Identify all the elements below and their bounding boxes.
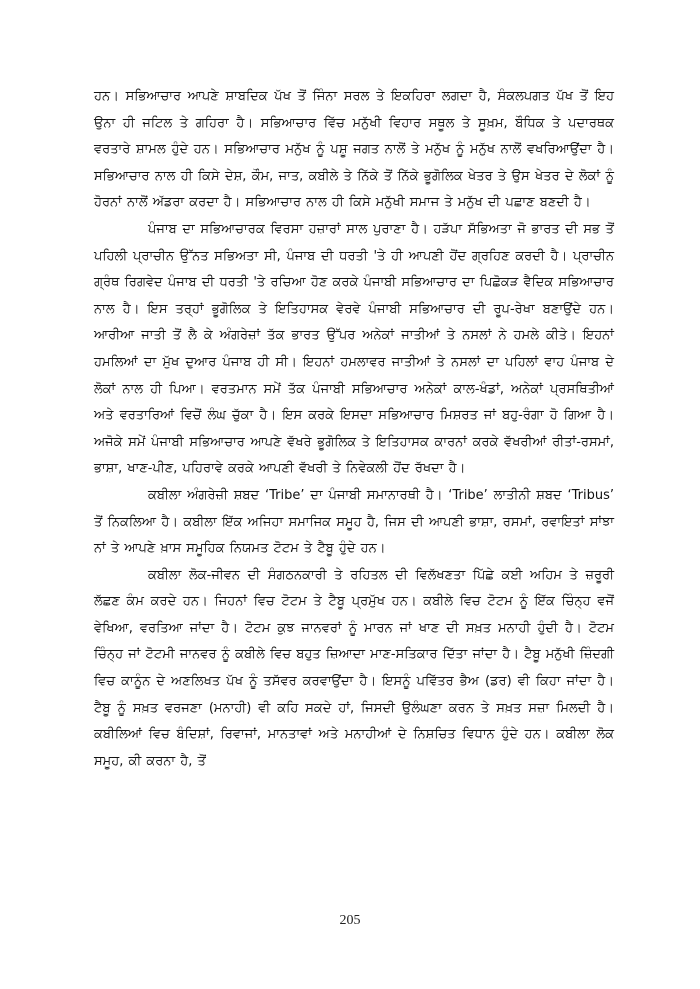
paragraph-culture-definition: ਹਨ। ਸਭਿਆਚਾਰ ਆਪਣੇ ਸ਼ਾਬਦਿਕ ਪੱਖ ਤੋਂ ਜਿੰਨਾ ਸਰਲ ਤੇ ਇਕਹਿਰਾ ਲਗਦਾ ਹੈ, ਸੰਕਲਪਗਤ ਪੱਖ ਤੋਂ ਇਹ ਉਨਾ ਹੀ ਜਟਿਲ ਤੇ ਗਹਿਰਾ ਹੈ। ਸਭਿਆਚਾਰ ਵਿੱਚ ਮਨੁੱਖੀ ਵਿਹਾਰ ਸਥੂਲ ਤੇ ਸੂਖ਼ਮ, ਬੌਧਿਕ ਤੇ ਪਦਾਰਥਕ ਵਰਤਾਰੇ ਸ਼ਾਮਲ ਹੁੰਦੇ ਹਨ। ਸਭਿਆਚਾਰ ਮਨੁੱਖ ਨੂੰ ਪਸ਼ੂ ਜਗਤ ਨਾਲੋਂ ਤੇ ਮਨੁੱਖ ਨੂੰ ਮਨੁੱਖ ਨਾਲੋਂ ਵਖਰਿਆਉਂਦਾ ਹੈ। ਸਭਿਆਚਾਰ ਨਾਲ ਹੀ ਕਿਸੇ ਦੇਸ਼, ਕੌਮ, ਜਾਤ, ਕਬੀਲੇ ਤੇ ਨਿੱਕੇ ਤੋਂ ਨਿੱਕੇ ਭੂਗੋਲਿਕ ਖੇਤਰ ਤੇ ਉਸ ਖੇਤਰ ਦੇ ਲੋਕਾਂ ਨੂੰ ਹੋਰਨਾਂ ਨਾਲੋਂ ਅੱਡਰਾ ਕਰਦਾ ਹੈ। ਸਭਿਆਚਾਰ ਨਾਲ ਹੀ ਕਿਸੇ ਮਨੁੱਖੀ ਸਮਾਜ ਤੇ ਮਨੁੱਖ ਦੀ ਪਛਾਣ ਬਣਦੀ ਹੈ। — [94, 89, 614, 211]
page-number: 205 — [339, 913, 361, 928]
paragraph-punjab-heritage: ਪੰਜਾਬ ਦਾ ਸਭਿਆਚਾਰਕ ਵਿਰਸਾ ਹਜ਼ਾਰਾਂ ਸਾਲ ਪੁਰਾਣਾ ਹੈ। ਹੜੱਪਾ ਸੱਭਿਅਤਾ ਜੋ ਭਾਰਤ ਦੀ ਸਭ ਤੋਂ ਪਹਿਲੀ ਪ੍ਰਾਚੀਨ ਉੱਨਤ ਸਭਿਅਤਾ ਸੀ, ਪੰਜਾਬ ਦੀ ਧਰਤੀ 'ਤੇ ਹੀ ਆਪਣੀ ਹੋਂਦ ਗ੍ਰਹਿਣ ਕਰਦੀ ਹੈ। ਪ੍ਰਾਚੀਨ ਗ੍ਰੰਥ ਰਿਗਵੇਦ ਪੰਜਾਬ ਦੀ ਧਰਤੀ 'ਤੇ ਰਚਿਆ ਹੋਣ ਕਰਕੇ ਪੰਜਾਬੀ ਸਭਿਆਚਾਰ ਦਾ ਪਿਛੋਕੜ ਵੈਦਿਕ ਸਭਿਆਚਾਰ ਨਾਲ ਹੈ। ਇਸ ਤਰ੍ਹਾਂ ਭੂਗੋਲਿਕ ਤੇ ਇਤਿਹਾਸਕ ਵੇਰਵੇ ਪੰਜਾਬੀ ਸਭਿਆਚਾਰ ਦੀ ਰੂਪ-ਰੇਖਾ ਬਣਾਉਂਦੇ ਹਨ। ਆਰੀਆ ਜਾਤੀ ਤੋਂ ਲੈ ਕੇ ਅੰਗਰੇਜ਼ਾਂ ਤੱਕ ਭਾਰਤ ਉੱਪਰ ਅਨੇਕਾਂ ਜਾਤੀਆਂ ਤੇ ਨਸਲਾਂ ਨੇ ਹਮਲੇ ਕੀਤੇ। ਇਹਨਾਂ ਹਮਲਿਆਂ ਦਾ ਮੁੱਖ ਦੁਆਰ ਪੰਜਾਬ ਹੀ ਸੀ। ਇਹਨਾਂ ਹਮਲਾਵਰ ਜਾਤੀਆਂ ਤੇ ਨਸਲਾਂ ਦਾ ਪਹਿਲਾਂ ਵਾਹ ਪੰਜਾਬ ਦੇ ਲੋਕਾਂ ਨਾਲ ਹੀ ਪਿਆ। ਵਰਤਮਾਨ ਸਮੇਂ ਤੱਕ ਪੰਜਾਬੀ ਸਭਿਆਚਾਰ ਅਨੇਕਾਂ ਕਾਲ-ਖੰਡਾਂ, ਅਨੇਕਾਂ ਪ੍ਰਸਥਿਤੀਆਂ ਅਤੇ ਵਰਤਾਰਿਆਂ ਵਿਚੋਂ ਲੰਘ ਚੁੱਕਾ ਹੈ। ਇਸ ਕਰਕੇ ਇਸਦਾ ਸਭਿਆਚਾਰ ਮਿਸ਼ਰਤ ਜਾਂ ਬਹੁ-ਰੰਗਾ ਹੋ ਗਿਆ ਹੈ। ਅਜੋਕੇ ਸਮੇਂ ਪੰਜਾਬੀ ਸਭਿਆਚਾਰ ਆਪਣੇ ਵੱਖਰੇ ਭੂਗੋਲਿਕ ਤੇ ਇਤਿਹਾਸਕ ਕਾਰਨਾਂ ਕਰਕੇ ਵੱਖਰੀਆਂ ਰੀਤਾਂ-ਰਸਮਾਂ, ਭਾਸ਼ਾ, ਖਾਣ-ਪੀਣ, ਪਹਿਰਾਵੇ ਕਰਕੇ ਆਪਣੀ ਵੱਖਰੀ ਤੇ ਨਿਵੇਕਲੀ ਹੋਂਦ ਰੱਖਦਾ ਹੈ। — [94, 221, 614, 477]
document-page — [94, 84, 614, 775]
paragraph-tribe-definition: ਕਬੀਲਾ ਅੰਗਰੇਜ਼ੀ ਸ਼ਬਦ ‘Tribe’ ਦਾ ਪੰਜਾਬੀ ਸਮਾਨਾਰਥੀ ਹੈ। ‘Tribe’ ਲਾਤੀਨੀ ਸ਼ਬਦ ‘Tribus’ ਤੋਂ ਨਿਕਲਿਆ ਹੈ। ਕਬੀਲਾ ਇੱਕ ਅਜਿਹਾ ਸਮਾਜਿਕ ਸਮੂਹ ਹੈ, ਜਿਸ ਦੀ ਆਪਣੀ ਭਾਸ਼ਾ, ਰਸਮਾਂ, ਰਵਾਇਤਾਂ ਸਾਂਝਾ ਨਾਂ ਤੇ ਆਪਣੇ ਖ਼ਾਸ ਸਮੂਹਿਕ ਨਿਯਮਤ ਟੋਟਮ ਤੇ ਟੈਬੂ ਹੁੰਦੇ ਹਨ। — [94, 487, 614, 557]
paragraph-totem-taboo: ਕਬੀਲਾ ਲੋਕ-ਜੀਵਨ ਦੀ ਸੰਗਠਨਕਾਰੀ ਤੇ ਰਹਿਤਲ ਦੀ ਵਿਲੱਖਣਤਾ ਪਿੱਛੇ ਕਈ ਅਹਿਮ ਤੇ ਜ਼ਰੂਰੀ ਲੱਛਣ ਕੰਮ ਕਰਦੇ ਹਨ। ਜਿਹਨਾਂ ਵਿਚ ਟੋਟਮ ਤੇ ਟੈਬੂ ਪ੍ਰਮੁੱਖ ਹਨ। ਕਬੀਲੇ ਵਿਚ ਟੋਟਮ ਨੂੰ ਇੱਕ ਚਿੰਨ੍ਹ ਵਜੋਂ ਵੇਖਿਆ, ਵਰਤਿਆ ਜਾਂਦਾ ਹੈ। ਟੋਟਮ ਕੁਝ ਜਾਨਵਰਾਂ ਨੂੰ ਮਾਰਨ ਜਾਂ ਖਾਣ ਦੀ ਸਖ਼ਤ ਮਨਾਹੀ ਹੁੰਦੀ ਹੈ। ਟੋਟਮ ਚਿੰਨ੍ਹ ਜਾਂ ਟੋਟਮੀ ਜਾਨਵਰ ਨੂੰ ਕਬੀਲੇ ਵਿਚ ਬਹੁਤ ਜ਼ਿਆਦਾ ਮਾਣ-ਸਤਿਕਾਰ ਦਿੱਤਾ ਜਾਂਦਾ ਹੈ। ਟੈਬੂ ਮਨੁੱਖੀ ਜ਼ਿੰਦਗੀ ਵਿਚ ਕਾਨੂੰਨ ਦੇ ਅਣਲਿਖਤ ਪੱਖ ਨੂੰ ਤਸੱਵਰ ਕਰਵਾਉਂਦਾ ਹੈ। ਇਸਨੂੰ ਪਵਿੱਤਰ ਭੈਅ (ਡਰ) ਵੀ ਕਿਹਾ ਜਾਂਦਾ ਹੈ। ਟੈਬੂ ਨੂੰ ਸਖ਼ਤ ਵਰਜਣਾ (ਮਨਾਹੀ) ਵੀ ਕਹਿ ਸਕਦੇ ਹਾਂ, ਜਿਸਦੀ ਉਲੰਘਣਾ ਕਰਨ ਤੇ ਸਖ਼ਤ ਸਜ਼ਾ ਮਿਲਦੀ ਹੈ। ਕਬੀਲਿਆਂ ਵਿਚ ਬੰਦਿਸ਼ਾਂ, ਰਿਵਾਜਾਂ, ਮਾਨਤਾਵਾਂ ਅਤੇ ਮਨਾਹੀਆਂ ਦੇ ਨਿਸ਼ਚਿਤ ਵਿਧਾਨ ਹੁੰਦੇ ਹਨ। ਕਬੀਲਾ ਲੋਕ ਸਮੂਹ, ਕੀ ਕਰਨਾ ਹੈ, ਤੋਂ — [94, 567, 614, 769]
